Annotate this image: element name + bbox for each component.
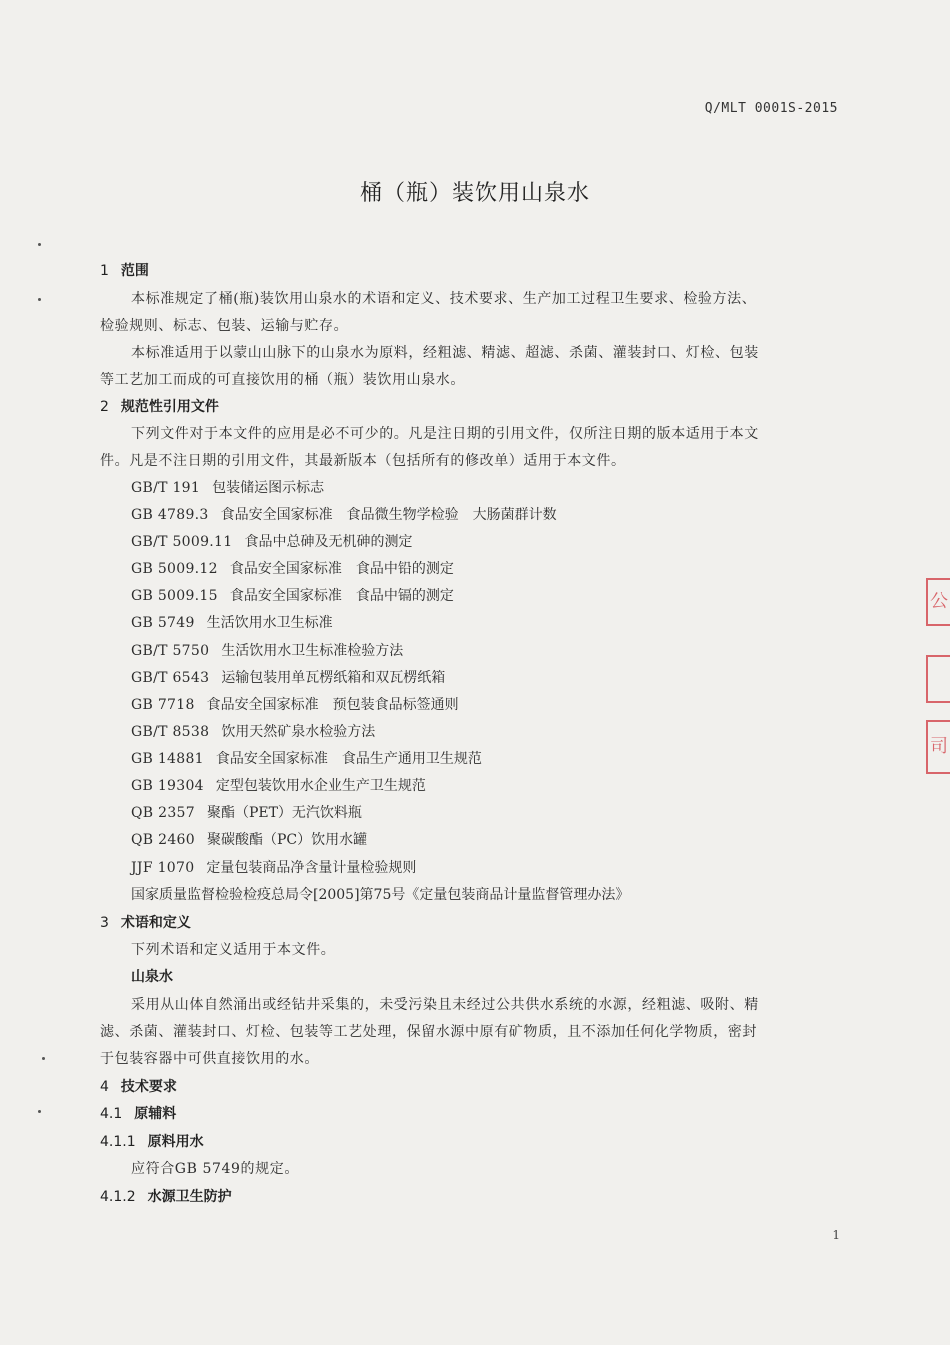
- reference-title: 生活饮用水卫生标准: [206, 615, 333, 631]
- reference-item: [131, 585, 454, 605]
- reference-code: GB 14881: [131, 751, 204, 767]
- seal-stamp-fragment: [926, 655, 950, 703]
- scan-speck: [38, 1110, 41, 1113]
- scope-paragraph-2-line-1: 本标准适用于以蒙山山脉下的山泉水为原料，经粗滤、精滤、超滤、杀菌、灌装封口、灯检、包装: [131, 345, 759, 361]
- reference-title: 定型包装饮用水企业生产卫生规范: [215, 778, 426, 794]
- reference-item: [131, 667, 445, 687]
- scope-paragraph-2-line-2: 等工艺加工而成的可直接饮用的桶（瓶）装饮用山泉水。: [100, 372, 465, 388]
- reference-code: QB 2357: [131, 805, 195, 821]
- section-4-1-2-heading: [100, 1186, 232, 1206]
- section-title: 原辅料: [134, 1106, 177, 1122]
- reference-code: GB 5009.15: [131, 588, 218, 604]
- scan-speck: [38, 298, 41, 301]
- scope-paragraph-1-line-2: 检验规则、标志、包装、运输与贮存。: [100, 318, 349, 334]
- section-number: 4.1.2: [100, 1189, 136, 1205]
- scope-paragraph-1-line-1: 本标准规定了桶(瓶)装饮用山泉水的术语和定义、技术要求、生产加工过程卫生要求、检验方法、: [131, 291, 757, 307]
- section-title: 水源卫生防护: [147, 1189, 232, 1205]
- reference-title: 食品安全国家标准 食品生产通用卫生规范: [215, 751, 482, 767]
- reference-title: 食品安全国家标准 食品中镉的测定: [229, 588, 454, 604]
- reference-item: [131, 558, 454, 578]
- reference-code: GB/T 191: [131, 480, 201, 496]
- section-number: 1: [100, 263, 109, 279]
- section-title: 原料用水: [147, 1134, 204, 1150]
- reference-code: GB/T 5009.11: [131, 534, 233, 550]
- term-definition-line-2: 滤、杀菌、灌装封口、灯检、包装等工艺处理，保留水源中原有矿物质，且不添加任何化学物质，密封: [100, 1024, 757, 1040]
- section-title: 规范性引用文件: [120, 399, 219, 415]
- reference-title: 包装储运图示标志: [212, 480, 325, 496]
- section-4-heading: [100, 1076, 177, 1096]
- section-number: 4.1.1: [100, 1134, 136, 1150]
- section-2-heading: [100, 396, 219, 416]
- section-4-1-heading: [100, 1103, 176, 1123]
- reference-title: 食品安全国家标准 预包装食品标签通则: [206, 697, 459, 713]
- seal-stamp-fragment: 司: [926, 720, 950, 774]
- section-number: 3: [100, 915, 109, 931]
- reference-item: [131, 748, 482, 768]
- section-4-1-1-text: 应符合GB 5749的规定。: [131, 1161, 299, 1177]
- reference-item: [131, 802, 362, 822]
- reference-item: [131, 504, 557, 524]
- reference-code: GB 4789.3: [131, 507, 209, 523]
- reference-title: 食品中总砷及无机砷的测定: [244, 534, 413, 550]
- term-definition-line-3: 于包装容器中可供直接饮用的水。: [100, 1051, 319, 1067]
- page-number: 1: [832, 1228, 840, 1242]
- reference-code: GB 19304: [131, 778, 204, 794]
- reference-title: 生活饮用水卫生标准检验方法: [221, 643, 404, 659]
- reference-code: GB/T 5750: [131, 643, 210, 659]
- reference-code: GB 5009.12: [131, 561, 218, 577]
- reference-item: [131, 531, 412, 551]
- section-number: 2: [100, 399, 109, 415]
- section-number: 4: [100, 1079, 109, 1095]
- references-paragraph-line-1: 下列文件对于本文件的应用是必不可少的。凡是注日期的引用文件，仅所注日期的版本适用于本文: [131, 426, 759, 442]
- scan-speck: [42, 1057, 45, 1060]
- terms-intro: 下列术语和定义适用于本文件。: [131, 942, 336, 958]
- reference-title: 聚酯（PET）无汽饮料瓶: [206, 805, 362, 821]
- reference-item: [131, 477, 324, 497]
- section-1-heading: [100, 260, 149, 280]
- reference-item: [131, 775, 426, 795]
- reference-code: GB 7718: [131, 697, 195, 713]
- section-number: 4.1: [100, 1106, 123, 1122]
- reference-title: 食品安全国家标准 食品微生物学检验 大肠菌群计数: [220, 507, 557, 523]
- reference-code: GB 5749: [131, 615, 195, 631]
- seal-stamp-fragment: 公: [926, 578, 950, 626]
- reference-item: [131, 640, 403, 660]
- reference-item: [131, 612, 333, 632]
- reference-item: [131, 857, 416, 877]
- section-title: 范围: [120, 263, 149, 279]
- reference-item: [131, 721, 375, 741]
- reference-order-line: 国家质量监督检验检疫总局令[2005]第75号《定量包装商品计量监督管理办法》: [131, 887, 630, 903]
- section-3-heading: [100, 912, 191, 932]
- section-title: 术语和定义: [120, 915, 191, 931]
- reference-title: 饮用天然矿泉水检验方法: [221, 724, 376, 740]
- reference-title: 运输包装用单瓦楞纸箱和双瓦楞纸箱: [221, 670, 446, 686]
- reference-code: JJF 1070: [131, 860, 195, 876]
- reference-title: 聚碳酸酯（PC）饮用水罐: [206, 832, 368, 848]
- reference-code: QB 2460: [131, 832, 195, 848]
- reference-code: GB/T 8538: [131, 724, 210, 740]
- scan-speck: [38, 243, 41, 246]
- document-code: Q/MLT 0001S-2015: [704, 101, 838, 116]
- term-heading: 山泉水: [131, 969, 173, 985]
- reference-item: [131, 694, 459, 714]
- reference-title: 食品安全国家标准 食品中铅的测定: [229, 561, 454, 577]
- document-title: 桶（瓶）装饮用山泉水: [359, 181, 590, 206]
- section-4-1-1-heading: [100, 1131, 204, 1151]
- reference-title: 定量包装商品净含量计量检验规则: [206, 860, 417, 876]
- reference-code: GB/T 6543: [131, 670, 210, 686]
- reference-item: [131, 829, 367, 849]
- term-definition-line-1: 采用从山体自然涌出或经钻井采集的，未受污染且未经过公共供水系统的水源，经粗滤、吸附、精: [131, 997, 759, 1013]
- references-paragraph-line-2: 件。凡是不注日期的引用文件，其最新版本（包括所有的修改单）适用于本文件。: [100, 453, 626, 469]
- section-title: 技术要求: [120, 1079, 177, 1095]
